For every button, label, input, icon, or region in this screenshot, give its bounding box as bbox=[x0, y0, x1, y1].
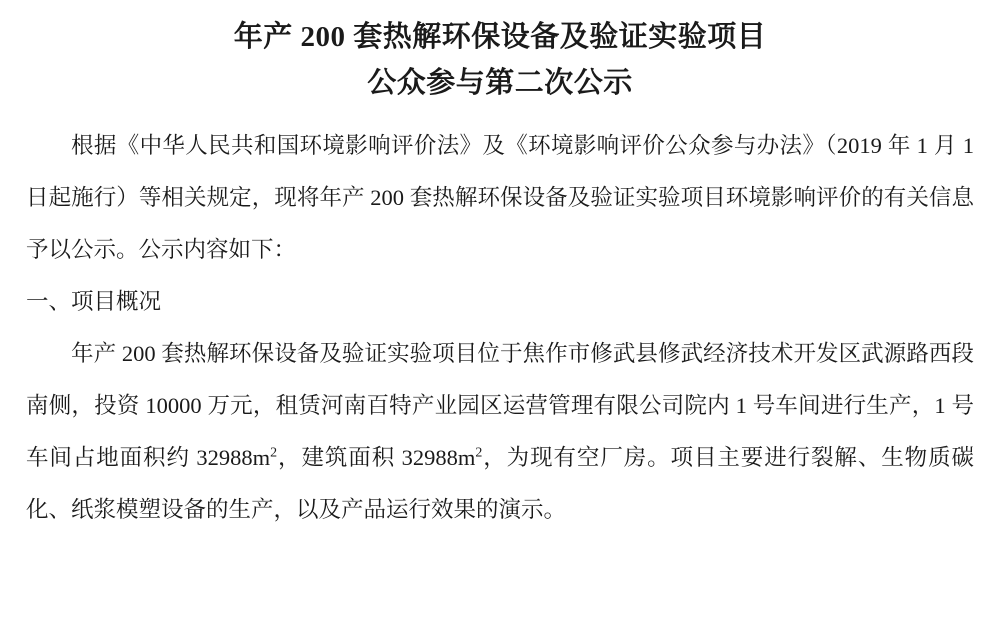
section-heading-project-overview: 一、项目概况 bbox=[26, 289, 162, 314]
paragraph-project-overview bbox=[26, 328, 974, 536]
overview-superscript-2: 2 bbox=[475, 445, 483, 461]
title-line-2: 公众参与第二次公示 bbox=[367, 67, 633, 99]
document-body bbox=[26, 120, 974, 536]
overview-text-part-1: 年产 200 套热解环保设备及验证实验项目位于焦作市修武县修武经济技术开发区武源路西段南侧，投资 10000 万元，租赁河南百特产业园区运营管理有限公司院内 1 号车间进行生产，1 号车间占地面积约 32988m bbox=[26, 341, 974, 470]
overview-text-part-2: ，建筑面积 32988m bbox=[277, 445, 476, 470]
title-line-1: 年产 200 套热解环保设备及验证实验项目 bbox=[233, 21, 767, 53]
paragraph-basis: 根据《中华人民共和国环境影响评价法》及《环境影响评价公众参与办法》（2019 年 1 月 1 日起施行）等相关规定，现将年产 200 套热解环保设备及验证实验项目环境影响评价的有关信息予以公示。公示内容如下： bbox=[26, 133, 974, 262]
overview-superscript-1: 2 bbox=[270, 445, 278, 461]
overview-text-part-3: ，为现有空厂房。项目主要进行裂解、生物质碳化、纸浆模塑设备的生产，以及产品运行效果的演示。 bbox=[26, 445, 974, 522]
document-title bbox=[26, 14, 974, 106]
